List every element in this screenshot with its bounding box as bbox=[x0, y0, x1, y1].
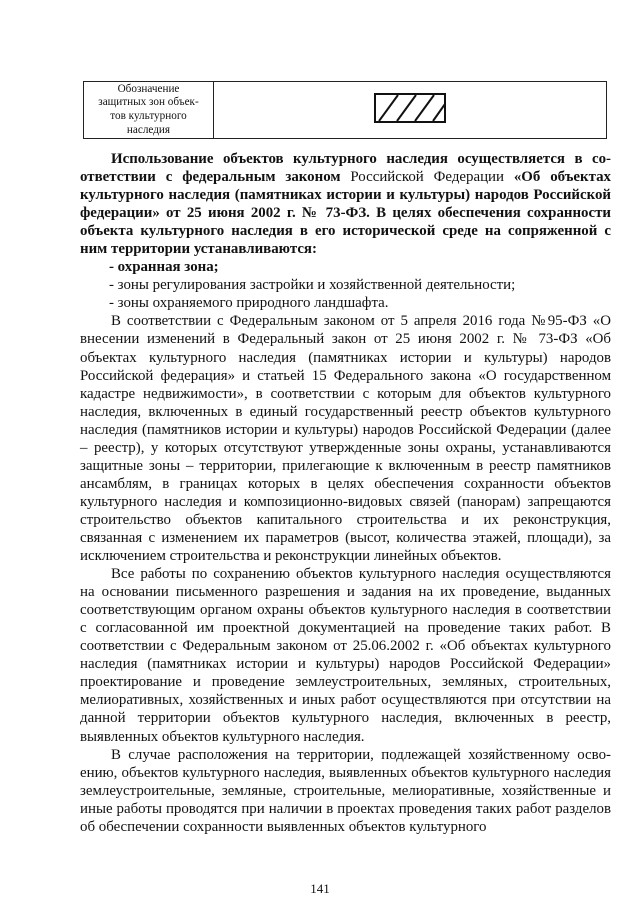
zone-list-item: - зоны охраняемого природного ландшафта. bbox=[109, 295, 389, 312]
intro-bold-end: «Об объектах культурного наследия (памятниках истории и культуры) народов Российской федерации» от 25 июня 2002 г. № 73-ФЗ. В целях обеспечения сохранности объекта культурного наследия в его исторической среде на сопряженной с ним территории устанавливаются: bbox=[80, 169, 611, 258]
legend-symbol-cell bbox=[214, 82, 607, 139]
legend-label-cell bbox=[84, 82, 214, 139]
legend-label-line: наследия bbox=[126, 123, 171, 136]
legend-table bbox=[83, 81, 607, 139]
intro-regular-text: Российской Федерации bbox=[350, 169, 504, 186]
intro-bold-start: Использование объектов культурного наследия осуществляется в соответствии с федеральным законом bbox=[80, 151, 611, 186]
diagonal-hatch-pattern-icon bbox=[374, 93, 446, 123]
paragraph-federal-law-2016: В соответствии с Федеральным законом от 5 апреля 2016 года №95-ФЗ «О внесении изменений в Федеральный закон от 25 июня 2002 г. № 73-ФЗ «Об объектах культурного наследия (памятниках истории и культуры) народов Российской федерация» и статьей 15 Федерального закона «О государственном кадастре недвижимости», в соответствии с которым для объектов культурного наследия, включенных в единый государственный реестр объектов культурного наследия (памятников истории и культуры) народов Российской Федерации (далее – реестр), у которых отсутствуют утвержденные зоны охраны, устанавливаются защитные зоны – территории, прилегающие к включенным в реестр памятников ансамблям, в границах которых в целях обеспечения сохранности объектов культурного наследия и композиционно-видовых связей (панорам) запрещаются строительство объектов капитального строительства и их реконструкция, связанная с изменением их параметров (высот, количества этажей, площади), за исключением строительства и реконструкции линейных объектов. bbox=[80, 313, 611, 565]
page-number: 141 bbox=[310, 881, 330, 896]
paragraph-economic-development: В случае расположения на территории, подлежащей хозяйственному освоению, объектов культурного наследия, выявленных объектов культурного наследия землеустроительные, земляные, строительные, мелиоративные, хозяйственные и иные работы проводятся при наличии в проектах проведения таких работ разделов об обеспечении сохранности выявленных объектов культурного bbox=[80, 746, 611, 835]
legend-label-line: Обозначение bbox=[117, 82, 180, 95]
legend-label-line: защитных зон объек- bbox=[98, 96, 199, 109]
zone-list-item bbox=[80, 258, 611, 276]
zone-list-item-text: - охранная зона; bbox=[109, 259, 219, 276]
document-body bbox=[80, 150, 611, 836]
intro-paragraph bbox=[80, 150, 611, 258]
zone-list-item: - зоны регулирования застройки и хозяйственной деятельности; bbox=[109, 277, 516, 294]
legend-label-line: тов культурного bbox=[110, 110, 187, 122]
paragraph-preservation-works: Все работы по сохранению объектов культурного наследия осуществляются на основании письменного разрешения и задания на их проведение, выданных соответствующим органом охраны объектов культурного наследия в соответствии с согласованной им проектной документацией на проведение таких работ. В соответствии с Федеральным законом от 25.06.2002 г. «Об объектах культурного наследия (памятниках истории и культуры) народов Российской Федерации» проектирование и проведение землеустроительных, земляных, строительных, мелиоративных, хозяйственных и иных работ осуществляются при отсутствии на данной территории объектов культурного наследия, включенных в реестр, выявленных объектов культурного наследия. bbox=[80, 566, 611, 745]
